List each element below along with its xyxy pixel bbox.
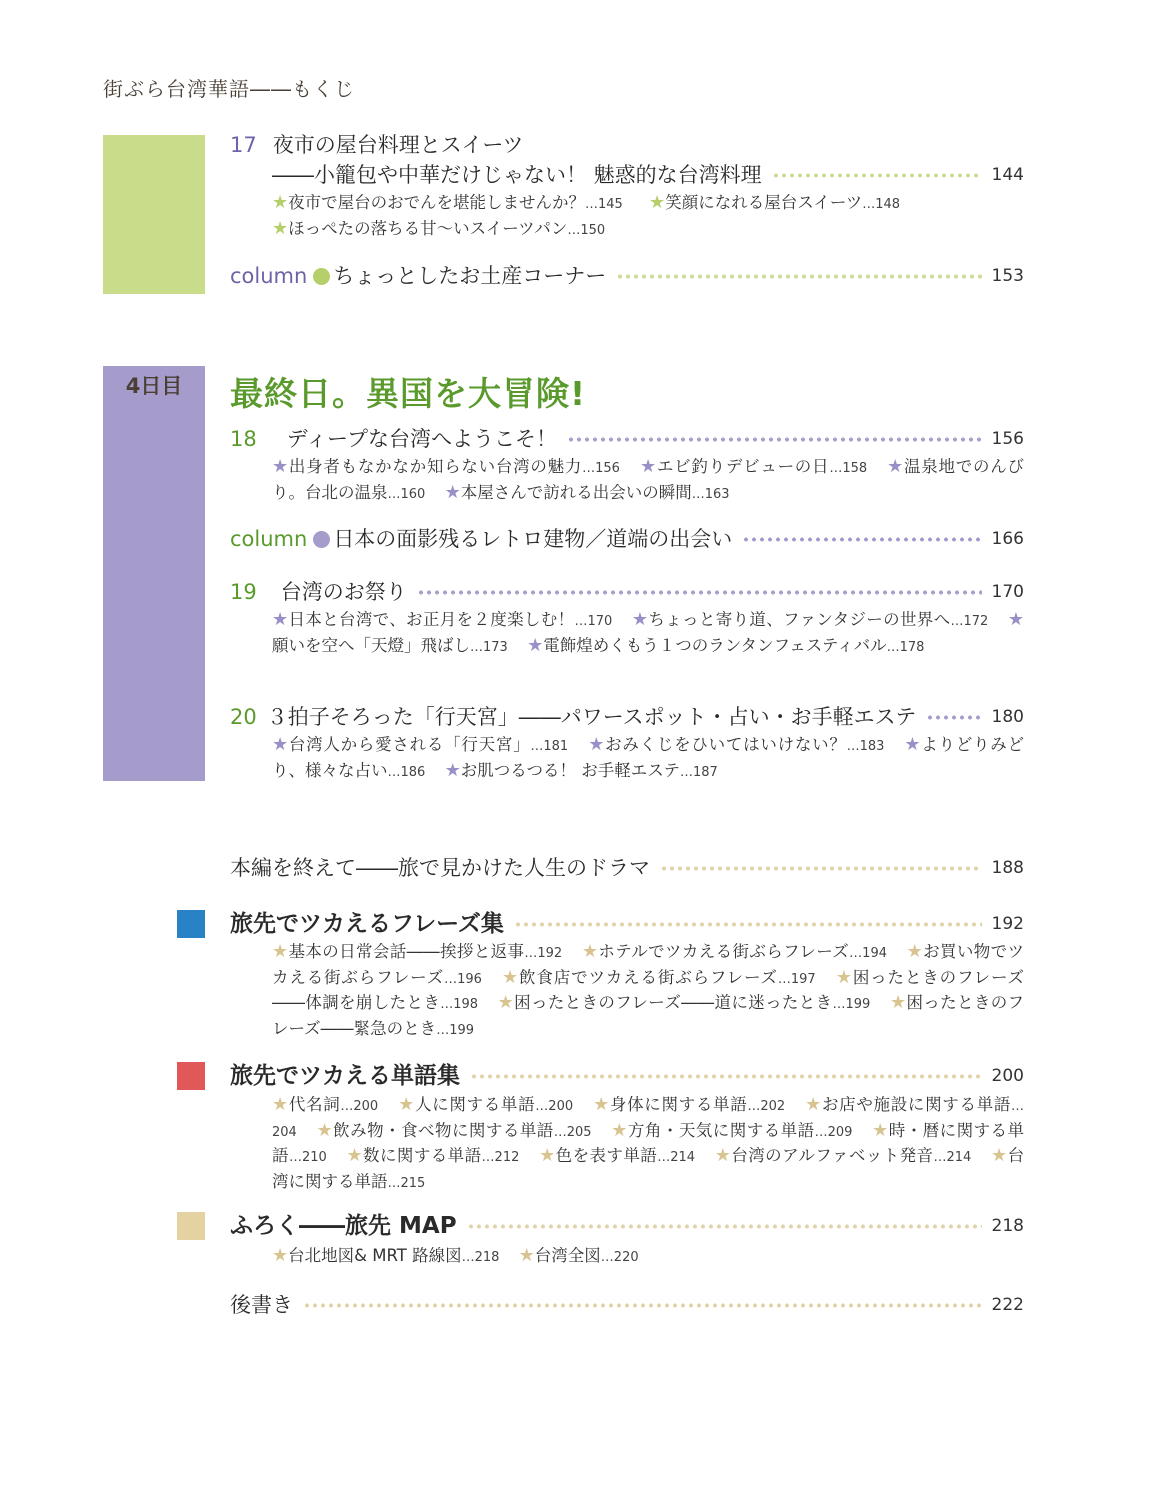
entry-title: 本編を終えて――旅で見かけた人生のドラマ: [230, 856, 650, 880]
entry-page: 180: [991, 707, 1024, 727]
star-icon: ★: [539, 1145, 556, 1166]
sub-entries-furoku: ★台北地図& MRT 路線図…218 ★台湾全図…220: [272, 1245, 639, 1266]
star-icon: ★: [272, 456, 289, 477]
page-header: 街ぶら台湾華語――もくじ: [103, 77, 355, 101]
sub-entries-20: ★台湾人から愛される「行天宮」…181 ★おみくじをひいてはいけない？…183 ★よりどりみどり、様々な占い…186 ★お肌つるつる！ お手軽エステ…187: [272, 734, 1025, 781]
star-icon: ★: [272, 1094, 289, 1115]
toc-entry-17[interactable]: [230, 131, 1024, 159]
entry-title: 後書き: [230, 1293, 293, 1317]
toc-afterword[interactable]: [230, 1291, 1024, 1319]
sub-entries-19: ★日本と台湾で、お正月を２度楽しむ！…170 ★ちょっと寄り道、ファンタジーの世界へ…172 ★願いを空へ「天燈」飛ばし…173 ★電飾煌めくもう１つのランタンフェスティバル…178: [272, 609, 1025, 656]
star-icon: ★: [991, 1145, 1008, 1166]
column-label: column: [230, 264, 308, 288]
leader-dots: [772, 173, 982, 178]
purple-side-bar: [103, 366, 205, 781]
sub-entry: ★夜市で屋台のおでんを堪能しませんか？…145: [272, 192, 623, 213]
leader-dots: [742, 537, 981, 542]
star-icon: ★: [1007, 609, 1025, 630]
leader-dots: [660, 866, 982, 871]
leader-dots: [303, 1303, 982, 1308]
sub-entry: ★ほっぺたの落ちる甘～いスイーツパン…150: [272, 217, 606, 239]
star-icon: ★: [889, 992, 907, 1013]
star-icon: ★: [272, 609, 289, 630]
star-icon: ★: [272, 192, 289, 213]
leader-dots: [470, 1074, 982, 1079]
toc-column-2[interactable]: [230, 525, 1024, 553]
toc-entry-20[interactable]: [230, 703, 1024, 731]
entry-page: 166: [991, 529, 1024, 549]
column-title: 日本の面影残るレトロ建物／道端の出会い: [333, 527, 733, 551]
leader-dots: [467, 1224, 982, 1229]
entry-title: 旅先でツカえる単語集: [230, 1063, 460, 1089]
entry-page: 153: [991, 266, 1024, 286]
entry-page: 188: [991, 858, 1024, 878]
star-icon: ★: [887, 456, 905, 477]
star-icon: ★: [272, 217, 289, 239]
entry-title: 夜市の屋台料理とスイーツ: [272, 133, 524, 157]
toc-entry-17-subtitle[interactable]: [272, 161, 1024, 189]
star-icon: ★: [497, 992, 515, 1013]
leader-dots: [616, 274, 981, 279]
entry-title: 台湾のお祭り: [280, 580, 407, 604]
entry-page: 222: [991, 1295, 1024, 1315]
toc-epilogue[interactable]: [230, 854, 1024, 882]
star-icon: ★: [527, 634, 544, 656]
entry-title: ３拍子そろった「行天宮」――パワースポット・占い・お手軽エステ: [266, 705, 917, 729]
column-label: column: [230, 527, 308, 551]
sub-entries-17: [272, 191, 1024, 242]
star-icon: ★: [835, 966, 853, 988]
star-icon: ★: [272, 1245, 289, 1266]
star-icon: ★: [346, 1145, 364, 1166]
entry-page: 192: [991, 914, 1024, 934]
toc-phrases[interactable]: [230, 910, 1024, 938]
day-title: 最終日。異国を大冒険!: [230, 374, 587, 413]
entry-number: 18: [230, 427, 257, 451]
entry-page: 200: [991, 1066, 1024, 1086]
entry-title: 旅先でツカえるフレーズ集: [230, 911, 504, 937]
sub-entry: ★笑顔になれる屋台スイーツ…148: [649, 192, 901, 213]
entry-page: 218: [991, 1216, 1024, 1236]
entry-number: 20: [230, 705, 257, 729]
sub-entries-words: ★代名詞…200 ★人に関する単語…200 ★身体に関する単語…202 ★お店や施設に関する単語…204 ★飲み物・食べ物に関する単語…205 ★方角・天気に関する単語…209 ★時・暦に関する単語…210 ★数に関する単語…212 ★色を表す単語…214 ★台湾のアルファベット発音…214 ★台湾に関する単語…215: [272, 1094, 1025, 1191]
entry-page: 144: [991, 165, 1024, 185]
column-title: ちょっとしたお土産コーナー: [333, 264, 607, 288]
purple-circle-icon: [313, 531, 330, 548]
toc-words[interactable]: [230, 1062, 1024, 1090]
star-icon: ★: [316, 1119, 334, 1141]
entry-title: ディープな台湾へようこそ！: [286, 427, 558, 451]
entry-page: 170: [991, 582, 1024, 602]
toc-column-1[interactable]: [230, 262, 1024, 290]
star-icon: ★: [581, 941, 599, 962]
leader-dots: [417, 590, 982, 595]
star-icon: ★: [272, 941, 289, 962]
star-icon: ★: [398, 1094, 415, 1115]
star-icon: ★: [639, 456, 657, 477]
toc-furoku[interactable]: [230, 1212, 1024, 1240]
toc-entry-18[interactable]: [230, 425, 1024, 453]
star-icon: ★: [444, 481, 461, 503]
star-icon: ★: [906, 941, 924, 962]
sub-entries-18: ★出身者もなかなか知らない台湾の魅力…156 ★エビ釣りデビューの日…158 ★温泉地でのんびり。台北の温泉…160 ★本屋さんで訪れる出会いの瞬間…163: [272, 456, 1025, 503]
entry-number: 17: [230, 133, 257, 157]
star-icon: ★: [272, 734, 289, 755]
entry-subtitle: ――小籠包や中華だけじゃない！ 魅惑的な台湾料理: [272, 163, 762, 187]
entry-number: 19: [230, 580, 257, 604]
star-icon: ★: [805, 1094, 822, 1115]
star-icon: ★: [588, 734, 606, 755]
blue-square-icon: [177, 910, 205, 938]
entry-title: ふろく――旅先 MAP: [230, 1213, 457, 1239]
star-icon: ★: [904, 734, 922, 755]
sub-entries-phrases: ★基本の日常会話――挨拶と返事…192 ★ホテルでツカえる街ぶらフレーズ…194 ★お買い物でツカえる街ぶらフレーズ…196 ★飲食店でツカえる街ぶらフレーズ…197 ★困ったときのフレーズ――体調を崩したとき…198 ★困ったときのフレーズ――道に迷ったとき…199 ★困ったときのフレーズ――緊急のとき…199: [272, 941, 1025, 1038]
leader-dots: [926, 715, 981, 720]
star-icon: ★: [518, 1245, 535, 1266]
leader-dots: [567, 437, 982, 442]
beige-square-icon: [177, 1212, 205, 1240]
star-icon: ★: [714, 1145, 732, 1166]
star-icon: ★: [502, 966, 520, 988]
star-icon: ★: [649, 192, 666, 213]
entry-page: 156: [991, 429, 1024, 449]
star-icon: ★: [631, 609, 649, 630]
green-side-bar: [103, 135, 205, 294]
toc-entry-19[interactable]: [230, 578, 1024, 606]
day-label: 4日目: [125, 374, 183, 398]
leader-dots: [514, 922, 982, 927]
star-icon: ★: [444, 759, 461, 781]
star-icon: ★: [611, 1119, 628, 1141]
red-square-icon: [177, 1062, 205, 1090]
star-icon: ★: [872, 1119, 889, 1141]
star-icon: ★: [593, 1094, 610, 1115]
green-circle-icon: [313, 268, 330, 285]
